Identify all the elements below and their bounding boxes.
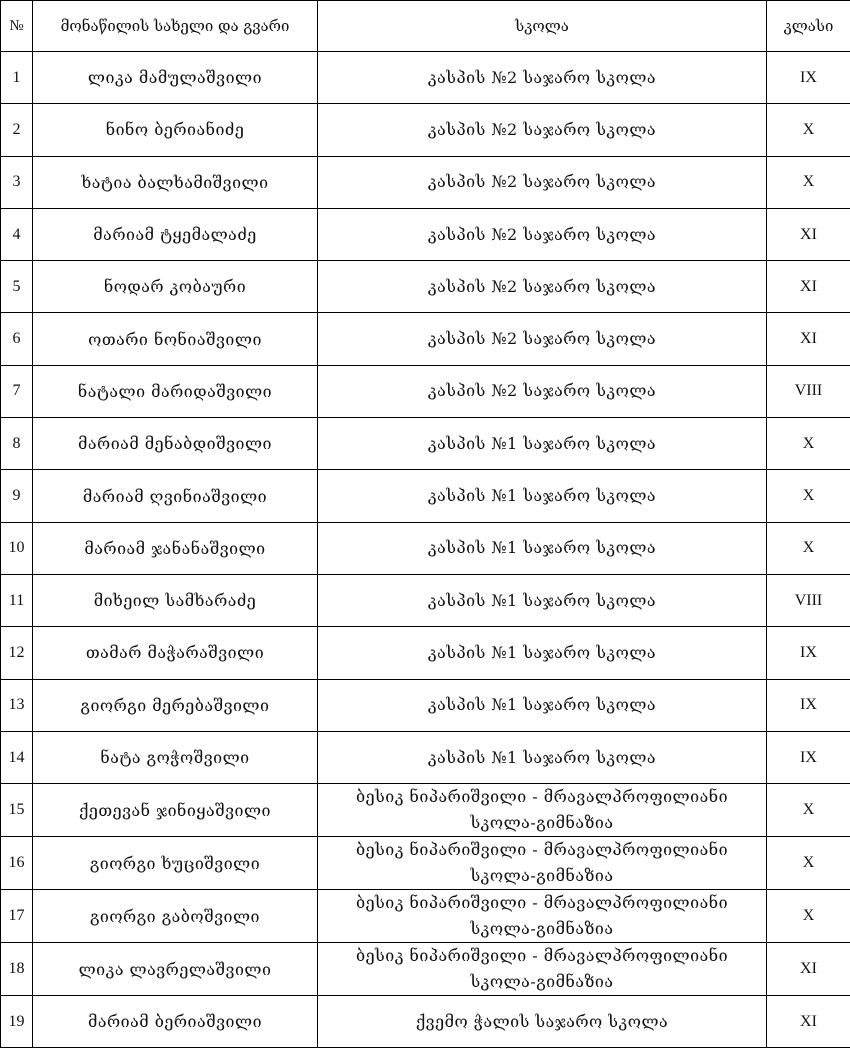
table-row <box>1 313 850 365</box>
participant-name: ლიკა ლავრელაშვილი <box>33 943 318 996</box>
school-name <box>318 208 767 260</box>
table-row <box>1 574 850 626</box>
grade: IX <box>767 731 850 783</box>
school-name-line-1: ბესიკ ნიპარიშვილი - მრავალპროფილიანი <box>355 893 729 913</box>
school-name-line-1: ბესიკ ნიპარიშვილი - მრავალპროფილიანი <box>355 787 729 807</box>
school-name <box>318 52 767 104</box>
table-row <box>1 784 850 837</box>
participant-name: მარიამ ბერიაშვილი <box>33 996 318 1048</box>
row-number: 18 <box>1 943 33 996</box>
school-name-line-1: კასპის №1 საჯარო სკოლა <box>427 695 657 715</box>
participant-name: გიორგი მერებაშვილი <box>33 679 318 731</box>
school-name <box>318 837 767 890</box>
participant-name: მარიამ ტყემალაძე <box>33 208 318 260</box>
school-name <box>318 574 767 626</box>
school-name <box>318 731 767 783</box>
row-number: 1 <box>1 52 33 104</box>
row-number: 6 <box>1 313 33 365</box>
participant-name: ნინო ბერიანიძე <box>33 104 318 156</box>
table-row <box>1 731 850 783</box>
table-row <box>1 679 850 731</box>
row-number: 7 <box>1 365 33 417</box>
school-name-line-1: ბესიკ ნიპარიშვილი - მრავალპროფილიანი <box>355 946 729 966</box>
school-name <box>318 261 767 313</box>
grade: XI <box>767 943 850 996</box>
table-row <box>1 365 850 417</box>
row-number: 16 <box>1 837 33 890</box>
participant-name: გიორგი გაბოშვილი <box>33 890 318 943</box>
school-name-line-1: კასპის №1 საჯარო სკოლა <box>427 590 657 610</box>
header-participant-name: მონაწილის სახელი და გვარი <box>33 1 318 52</box>
grade: IX <box>767 52 850 104</box>
grade: X <box>767 522 850 574</box>
school-name <box>318 679 767 731</box>
participant-name: მარიამ ღვინიაშვილი <box>33 470 318 522</box>
grade: X <box>767 890 850 943</box>
row-number: 12 <box>1 627 33 679</box>
table-row <box>1 996 850 1048</box>
row-number: 11 <box>1 574 33 626</box>
school-name <box>318 890 767 943</box>
school-name <box>318 784 767 837</box>
row-number: 9 <box>1 470 33 522</box>
table-header-row <box>1 1 850 52</box>
school-name <box>318 996 767 1048</box>
participant-name: ნატა გოჭოშვილი <box>33 731 318 783</box>
school-name-line-2: სკოლა-გიმნაზია <box>470 866 614 886</box>
school-name-line-1: კასპის №2 საჯარო სკოლა <box>427 276 657 296</box>
school-name-line-1: ქვემო ჭალის საჯარო სკოლა <box>415 1011 669 1031</box>
school-name-line-1: ბესიკ ნიპარიშვილი - მრავალპროფილიანი <box>355 840 729 860</box>
row-number: 15 <box>1 784 33 837</box>
table-row <box>1 470 850 522</box>
table-row <box>1 627 850 679</box>
participant-name: ხატია ბალხამიშვილი <box>33 156 318 208</box>
table-row <box>1 890 850 943</box>
participant-name: ოთარი ნონიაშვილი <box>33 313 318 365</box>
table-row <box>1 261 850 313</box>
school-name-line-1: კასპის №2 საჯარო სკოლა <box>427 67 657 87</box>
table-row <box>1 52 850 104</box>
header-number: № <box>1 1 33 52</box>
school-name-line-1: კასპის №1 საჯარო სკოლა <box>427 642 657 662</box>
participant-name: მარიამ მენაბდიშვილი <box>33 418 318 470</box>
row-number: 5 <box>1 261 33 313</box>
grade: X <box>767 470 850 522</box>
table-body <box>1 52 850 1048</box>
grade: X <box>767 837 850 890</box>
school-name-line-1: კასპის №2 საჯარო სკოლა <box>427 119 657 139</box>
participant-name: ნოდარ კობაური <box>33 261 318 313</box>
table-row <box>1 156 850 208</box>
table-row <box>1 104 850 156</box>
grade: XI <box>767 261 850 313</box>
school-name-line-1: კასპის №2 საჯარო სკოლა <box>427 381 657 401</box>
grade: VIII <box>767 365 850 417</box>
grade: IX <box>767 679 850 731</box>
school-name <box>318 943 767 996</box>
school-name <box>318 470 767 522</box>
grade: X <box>767 784 850 837</box>
participant-name: გიორგი ხუციშვილი <box>33 837 318 890</box>
grade: X <box>767 418 850 470</box>
table-row <box>1 837 850 890</box>
school-name-line-1: კასპის №1 საჯარო სკოლა <box>427 747 657 767</box>
row-number: 3 <box>1 156 33 208</box>
row-number: 2 <box>1 104 33 156</box>
school-name-line-1: კასპის №1 საჯარო სკოლა <box>427 486 657 506</box>
table-row <box>1 522 850 574</box>
school-name <box>318 313 767 365</box>
grade: XI <box>767 313 850 365</box>
school-name-line-1: კასპის №1 საჯარო სკოლა <box>427 433 657 453</box>
grade: IX <box>767 627 850 679</box>
school-name <box>318 156 767 208</box>
school-name <box>318 522 767 574</box>
participant-name: ნატალი მარიდაშვილი <box>33 365 318 417</box>
row-number: 17 <box>1 890 33 943</box>
header-grade: კლასი <box>767 1 850 52</box>
participant-name: მარიამ ჯანანაშვილი <box>33 522 318 574</box>
grade: VIII <box>767 574 850 626</box>
row-number: 19 <box>1 996 33 1048</box>
school-name-line-1: კასპის №2 საჯარო სკოლა <box>427 329 657 349</box>
row-number: 8 <box>1 418 33 470</box>
grade: X <box>767 156 850 208</box>
grade: XI <box>767 208 850 260</box>
participant-name: ლიკა მამულაშვილი <box>33 52 318 104</box>
school-name-line-2: სკოლა-გიმნაზია <box>470 919 614 939</box>
school-name <box>318 418 767 470</box>
participant-name: თამარ მაჭარაშვილი <box>33 627 318 679</box>
row-number: 4 <box>1 208 33 260</box>
school-name <box>318 627 767 679</box>
row-number: 14 <box>1 731 33 783</box>
row-number: 10 <box>1 522 33 574</box>
school-name-line-1: კასპის №2 საჯარო სკოლა <box>427 224 657 244</box>
grade: XI <box>767 996 850 1048</box>
school-name-line-1: კასპის №2 საჯარო სკოლა <box>427 172 657 192</box>
grade: X <box>767 104 850 156</box>
header-school: სკოლა <box>318 1 767 52</box>
school-name-line-2: სკოლა-გიმნაზია <box>470 813 614 833</box>
row-number: 13 <box>1 679 33 731</box>
table-row <box>1 418 850 470</box>
table-row <box>1 943 850 996</box>
school-name-line-2: სკოლა-გიმნაზია <box>470 972 614 992</box>
school-name <box>318 104 767 156</box>
school-name <box>318 365 767 417</box>
participant-name: მიხეილ სამხარაძე <box>33 574 318 626</box>
table-row <box>1 208 850 260</box>
participant-name: ქეთევან ჯინიყაშვილი <box>33 784 318 837</box>
school-name-line-1: კასპის №1 საჯარო სკოლა <box>427 538 657 558</box>
